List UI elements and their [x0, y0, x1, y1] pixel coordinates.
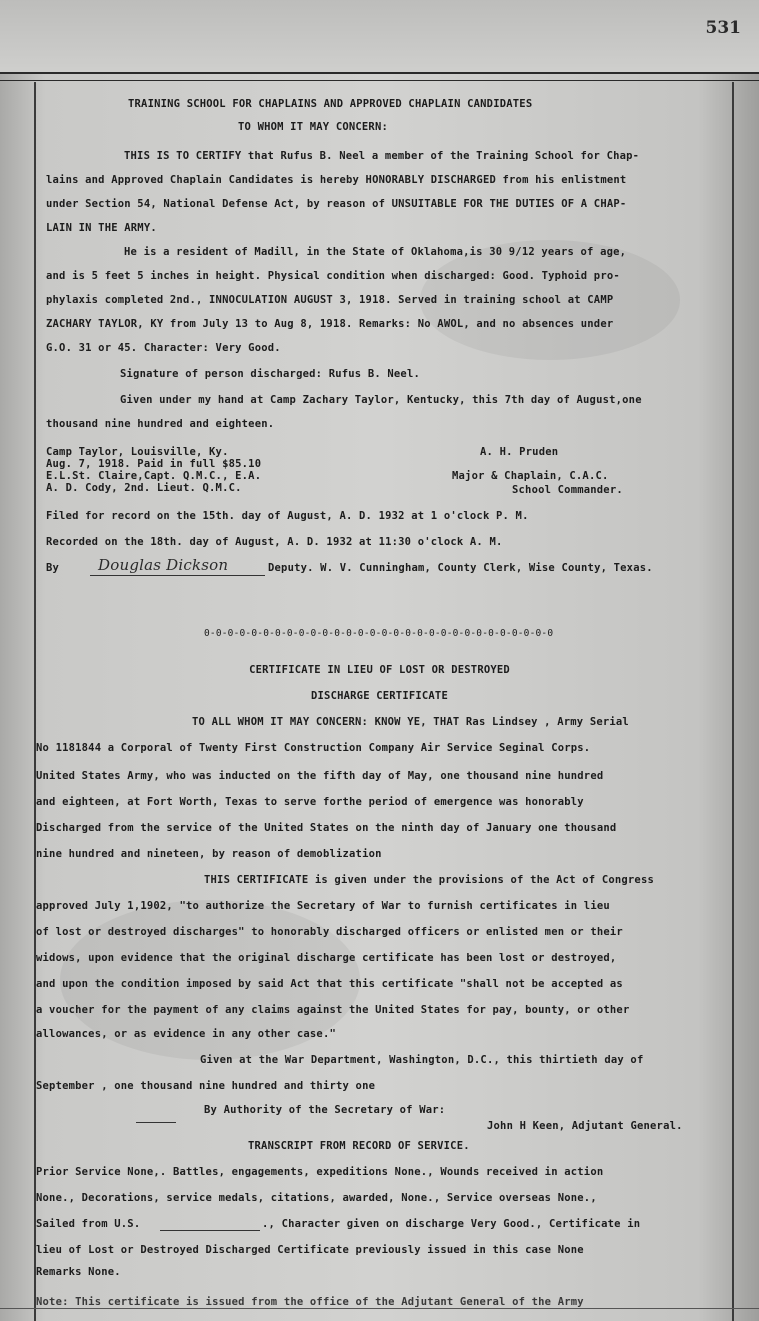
top-rule-thin: [0, 80, 759, 81]
cert1-payment-line: E.L.St. Claire,Capt. Q.M.C., E.A.: [46, 470, 262, 482]
transcript-line: Sailed from U.S.: [36, 1218, 141, 1230]
cert2-para1-line: United States Army, who was inducted on the fifth day of May, one thousand nine hundred: [36, 770, 604, 782]
cert2-authority: By Authority of the Secretary of War:: [204, 1104, 446, 1116]
transcript-title: TRANSCRIPT FROM RECORD OF SERVICE.: [248, 1140, 470, 1152]
cert1-heading: TRAINING SCHOOL FOR CHAPLAINS AND APPROVED CHAPLAIN CANDIDATES: [128, 98, 533, 110]
recorded-line: Recorded on the 18th. day of August, A. D. 1932 at 11:30 o'clock A. M.: [46, 536, 503, 548]
cert1-para1-line: under Section 54, National Defense Act, by reason of UNSUITABLE FOR THE DUTIES OF A CHAP-: [46, 198, 627, 210]
transcript-note: Note: This certificate is issued from the office of the Adjutant General of the Army: [36, 1296, 584, 1308]
cert2-subtitle: DISCHARGE CERTIFICATE: [311, 690, 448, 702]
cert1-payment-line: Aug. 7, 1918. Paid in full $85.10: [46, 458, 262, 470]
cert2-given-line: September , one thousand nine hundred and thirty one: [36, 1080, 376, 1092]
section-separator: 0-0-0-0-0-0-0-0-0-0-0-0-0-0-0-0-0-0-0-0-0-0-0-0-0-0-0-0-0-0: [204, 628, 554, 639]
cert2-para1-line: Discharged from the service of the United States on the ninth day of January one thousand: [36, 822, 617, 834]
bottom-rule: [0, 1308, 759, 1309]
cert1-para1-line: LAIN IN THE ARMY.: [46, 222, 157, 234]
cert2-para2-line: approved July 1,1902, "to authorize the Secretary of War to furnish certificates in lieu: [36, 900, 610, 912]
cert2-para2-line: THIS CERTIFICATE is given under the provisions of the Act of Congress: [204, 874, 654, 886]
cert1-para1-line: lains and Approved Chaplain Candidates is hereby HONORABLY DISCHARGED from his enlistment: [46, 174, 627, 186]
cert2-para1-line: and eighteen, at Fort Worth, Texas to serve forthe period of emergence was honorably: [36, 796, 584, 808]
cert1-signer-title: Major & Chaplain, C.A.C.: [452, 470, 609, 482]
cert1-signature-line: Signature of person discharged: Rufus B. Neel.: [120, 368, 420, 380]
cert2-para2-line: of lost or destroyed discharges" to honorably discharged officers or enlisted men or their: [36, 926, 623, 938]
cert2-given-line: Given at the War Department, Washington, D.C., this thirtieth day of: [200, 1054, 644, 1066]
page-number: 531: [705, 18, 741, 38]
cert1-para2-line: phylaxis completed 2nd., INNOCULATION AUGUST 3, 1918. Served in training school at CAMP: [46, 294, 614, 306]
transcript-line: lieu of Lost or Destroyed Discharged Certificate previously issued in this case None: [36, 1244, 584, 1256]
cert2-adjutant: John H Keen, Adjutant General.: [487, 1120, 683, 1132]
cert2-para1-line: nine hundred and nineteen, by reason of demoblization: [36, 848, 382, 860]
cert1-given-line: Given under my hand at Camp Zachary Taylor, Kentucky, this 7th day of August,one: [120, 394, 642, 406]
filed-line: Filed for record on the 15th. day of August, A. D. 1932 at 1 o'clock P. M.: [46, 510, 529, 522]
transcript-line: ., Character given on discharge Very Good., Certificate in: [262, 1218, 641, 1230]
cert2-para2-line: allowances, or as evidence in any other case.": [36, 1028, 336, 1040]
cert2-para2-line: and upon the condition imposed by said Act that this certificate "shall not be accepted as: [36, 978, 623, 990]
transcript-line: None., Decorations, service medals, citations, awarded, None., Service overseas None.,: [36, 1192, 597, 1204]
signature-dash: [136, 1122, 176, 1123]
by-label: By: [46, 562, 60, 574]
cert1-payment-line: Camp Taylor, Louisville, Ky.: [46, 446, 229, 458]
cert1-payment-line: A. D. Cody, 2nd. Lieut. Q.M.C.: [46, 482, 242, 494]
sailed-blank: [160, 1230, 260, 1231]
clerk-line: Deputy. W. V. Cunningham, County Clerk, Wise County, Texas.: [268, 562, 653, 574]
transcript-line: Remarks None.: [36, 1266, 121, 1278]
signature-underline: [90, 575, 265, 576]
cert2-title: CERTIFICATE IN LIEU OF LOST OR DESTROYED: [249, 664, 510, 676]
cert1-given-line: thousand nine hundred and eighteen.: [46, 418, 275, 430]
cert1-subheading: TO WHOM IT MAY CONCERN:: [238, 121, 388, 133]
cert2-para1-line: TO ALL WHOM IT MAY CONCERN: KNOW YE, THAT Ras Lindsey , Army Serial: [192, 716, 629, 728]
cert2-para2-line: a voucher for the payment of any claims against the United States for pay, bounty, or other: [36, 1004, 630, 1016]
deputy-signature: Douglas Dickson: [98, 556, 229, 574]
transcript-line: Prior Service None,. Battles, engagements, expeditions None., Wounds received in action: [36, 1166, 604, 1178]
cert1-para2-line: and is 5 feet 5 inches in height. Physical condition when discharged: Good. Typhoid pro-: [46, 270, 620, 282]
page-header-strip: [0, 0, 759, 74]
cert1-para2-line: He is a resident of Madill, in the State of Oklahoma,is 30 9/12 years of age,: [124, 246, 627, 258]
cert2-para1-line: No 1181844 a Corporal of Twenty First Construction Company Air Service Seginal Corps.: [36, 742, 591, 754]
cert1-para1-line: THIS IS TO CERTIFY that Rufus B. Neel a member of the Training School for Chap-: [124, 150, 640, 162]
cert1-signer-role: School Commander.: [512, 484, 623, 496]
cert1-signer-name: A. H. Pruden: [480, 446, 559, 458]
cert1-para2-line: ZACHARY TAYLOR, KY from July 13 to Aug 8, 1918. Remarks: No AWOL, and no absences under: [46, 318, 614, 330]
top-rule: [0, 72, 759, 74]
cert1-para2-line: G.O. 31 or 45. Character: Very Good.: [46, 342, 281, 354]
cert2-para2-line: widows, upon evidence that the original discharge certificate has been lost or destroyed,: [36, 952, 617, 964]
